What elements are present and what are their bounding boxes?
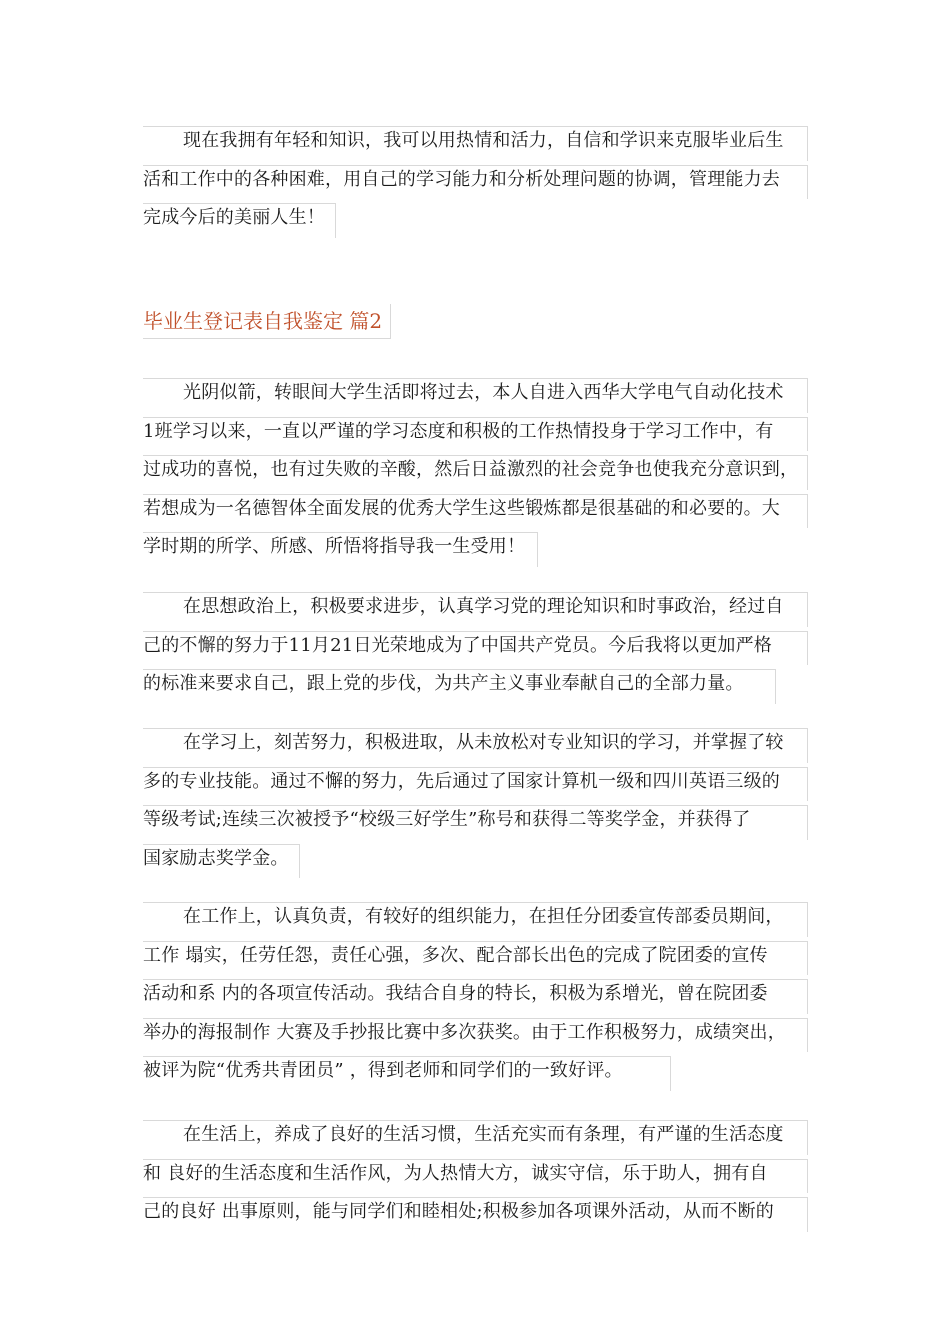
paragraph-study bbox=[143, 724, 807, 878]
text-line: 光阴似箭，转眼间大学生活即将过去，本人自进入西华大学电气自动化技术 bbox=[143, 374, 807, 413]
paragraph-work bbox=[143, 898, 807, 1091]
text-line: 若想成为一名德智体全面发展的优秀大学生这些锻炼都是很基础的和必要的。大 bbox=[143, 490, 807, 529]
text-line: 在生活上，养成了良好的生活习惯，生活充实而有条理，有严谨的生活态度 bbox=[143, 1116, 807, 1155]
text-line: 国家励志奖学金。 bbox=[143, 840, 807, 879]
text-line: 被评为院“优秀共青团员” ，得到老师和同学们的一致好评。 bbox=[143, 1052, 807, 1091]
text-line: 在工作上，认真负责，有较好的组织能力，在担任分团委宣传部委员期间， bbox=[143, 898, 807, 937]
text-line: 现在我拥有年轻和知识，我可以用热情和活力，自信和学识来克服毕业后生 bbox=[143, 122, 807, 161]
text-line: 过成功的喜悦，也有过失败的辛酸，然后日益激烈的社会竞争也使我充分意识到， bbox=[143, 451, 807, 490]
text-line: 的标准来要求自己，跟上党的步伐，为共产主义事业奉献自己的全部力量。 bbox=[143, 665, 807, 704]
text-line: 完成今后的美丽人生！ bbox=[143, 199, 807, 238]
text-line: 活和工作中的各种困难，用自己的学习能力和分析处理问题的协调，管理能力去 bbox=[143, 161, 807, 200]
paragraph-life bbox=[143, 1116, 807, 1232]
section-heading: 毕业生登记表自我鉴定 篇2 bbox=[143, 304, 391, 339]
text-line: 活动和系 内的各项宣传活动。我结合自身的特长，积极为系增光，曾在院团委 bbox=[143, 975, 807, 1014]
text-line: 1班学习以来，一直以严谨的学习态度和积极的工作热情投身于学习工作中，有 bbox=[143, 413, 807, 452]
paragraph-politics bbox=[143, 588, 807, 704]
text-line: 学时期的所学、所感、所悟将指导我一生受用！ bbox=[143, 528, 807, 567]
text-line: 多的专业技能。通过不懈的努力，先后通过了国家计算机一级和四川英语三级的 bbox=[143, 763, 807, 802]
text-line: 和 良好的生活态度和生活作风，为人热情大方，诚实守信，乐于助人，拥有自 bbox=[143, 1155, 807, 1194]
text-line: 工作 塌实，任劳任怨，责任心强，多次、配合部长出色的完成了院团委的宣传 bbox=[143, 937, 807, 976]
paragraph-closing bbox=[143, 122, 807, 238]
paragraph-intro bbox=[143, 374, 807, 567]
text-line: 等级考试;连续三次被授予“校级三好学生”称号和获得二等奖学金，并获得了 bbox=[143, 801, 807, 840]
text-line: 举办的海报制作 大赛及手抄报比赛中多次获奖。由于工作积极努力，成绩突出， bbox=[143, 1014, 807, 1053]
text-line: 在思想政治上，积极要求进步，认真学习党的理论知识和时事政治，经过自 bbox=[143, 588, 807, 627]
text-line: 己的不懈的努力于11月21日光荣地成为了中国共产党员。今后我将以更加严格 bbox=[143, 627, 807, 666]
text-line: 己的良好 出事原则，能与同学们和睦相处;积极参加各项课外活动，从而不断的 bbox=[143, 1193, 807, 1232]
text-line: 在学习上，刻苦努力，积极进取，从未放松对专业知识的学习，并掌握了较 bbox=[143, 724, 807, 763]
